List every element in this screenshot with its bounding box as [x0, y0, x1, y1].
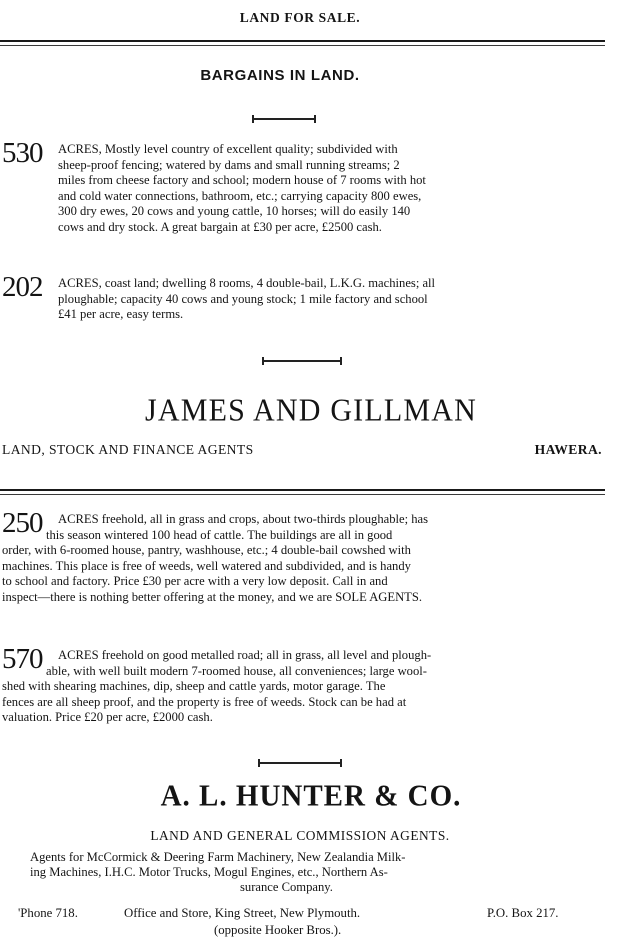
firm-subtitle: LAND, STOCK AND FINANCE AGENTS [2, 442, 254, 457]
agents-line: ing Machines, I.H.C. Motor Trucks, Mogul Engines, etc., Northern As- [30, 865, 388, 879]
hunter-subtitle: LAND AND GENERAL COMMISSION AGENTS. [150, 828, 450, 843]
ornament-divider [252, 118, 316, 120]
listing-line: fences are all sheep proof, and the property is free of weeds. Stock can be had at [2, 694, 407, 709]
acreage-number: 250 [2, 507, 43, 539]
listing-line: sheep-proof fencing; watered by dams and small running streams; 2 [58, 157, 400, 172]
listing-line: £41 per acre, easy terms. [58, 307, 184, 321]
agents-line: surance Company. [240, 880, 333, 894]
listing-line: ploughable; capacity 40 cows and young stock; 1 mile factory and school [58, 291, 428, 306]
section-rule-heavy [0, 489, 605, 491]
firm-town: HAWERA. [534, 442, 602, 457]
page-header: LAND FOR SALE. [239, 10, 361, 25]
listing-202 [2, 271, 610, 323]
firm-name-hunter: A. L. HUNTER & CO. [160, 779, 462, 813]
acreage-number: 202 [2, 271, 43, 303]
firm-name-james-gillman: JAMES AND GILLMAN [144, 393, 478, 428]
listing-line: cows and dry stock. A great bargain at £30 per acre, £2500 cash. [58, 219, 382, 234]
listing-line: able, with well built modern 7-roomed house, all conveniences; large wool- [46, 663, 427, 678]
listing-line: ACRES, coast land; dwelling 8 rooms, 4 double-bail, L.K.G. machines; all [58, 276, 436, 290]
bargains-heading: BARGAINS IN LAND. [200, 67, 360, 84]
po-box: P.O. Box 217. [487, 906, 559, 920]
ornament-divider [262, 360, 342, 362]
listing-570 [2, 643, 610, 726]
listing-line: shed with shearing machines, dip, sheep and cattle yards, motor garage. The [2, 679, 386, 693]
agents-for-block [30, 850, 406, 895]
acreage-number: 570 [2, 643, 43, 675]
listing-530 [2, 137, 610, 235]
listing-line: inspect—there is nothing better offering at the money, and we are SOLE AGENTS. [2, 589, 423, 604]
listing-line: ACRES, Mostly level country of excellent quality; subdivided with [58, 142, 398, 156]
listing-line: 300 dry ewes, 20 cows and young cattle, 10 horses; will do easily 140 [58, 204, 411, 218]
listing-line: valuation. Price £20 per acre, £2000 cash. [2, 710, 213, 724]
header-rule-thin [0, 45, 605, 46]
listing-line: miles from cheese factory and school; modern house of 7 rooms with hot [58, 173, 426, 187]
listing-line: machines. This place is free of weeds, well watered and subdivided, and is handy [2, 558, 411, 573]
listing-250 [2, 507, 610, 605]
section-rule-thin [0, 494, 605, 495]
listing-line: ACRES freehold, all in grass and crops, about two-thirds ploughable; has [58, 512, 429, 526]
listing-line: and cold water connections, bathroom, etc.; carrying capacity 800 ewes, [58, 188, 422, 203]
acreage-number: 530 [2, 137, 43, 169]
agents-line: Agents for McCormick & Deering Farm Machinery, New Zealandia Milk- [30, 850, 406, 864]
header-rule-heavy [0, 40, 605, 42]
listing-line: order, with 6-roomed house, pantry, washhouse, etc.; 4 double-bail cowshed with [2, 543, 411, 557]
opposite-note: (opposite Hooker Bros.). [214, 923, 342, 937]
office-address: Office and Store, King Street, New Plymouth. [124, 906, 361, 920]
listing-line: to school and factory. Price £30 per acre with a very low deposit. Call in and [2, 574, 388, 588]
ornament-divider [258, 762, 342, 764]
listing-line: this season wintered 100 head of cattle. The buildings are all in good [46, 527, 393, 542]
listing-line: ACRES freehold on good metalled road; all in grass, all level and plough- [58, 648, 432, 662]
phone-number: 'Phone 718. [18, 906, 78, 920]
